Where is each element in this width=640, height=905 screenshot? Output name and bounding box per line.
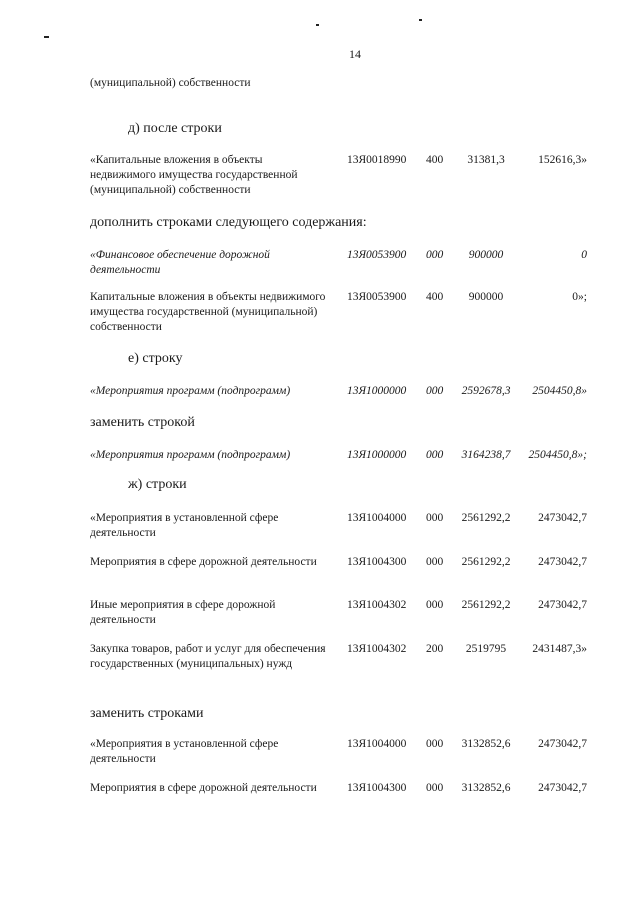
row-code: 13Я0053900 — [347, 249, 407, 261]
row-group: 200 — [426, 643, 444, 655]
row-group: 000 — [426, 512, 444, 524]
row-name: «Мероприятия программ (подпрограмм) — [90, 449, 291, 461]
row-sum-2: 2473042,7 — [538, 512, 587, 524]
row-code: 13Я1004000 — [347, 512, 407, 524]
row-name: «Мероприятия программ (подпрограмм) — [90, 385, 291, 397]
row-code: 13Я1004000 — [347, 738, 407, 750]
heading-add: дополнить строками следующего содержания: — [90, 215, 367, 230]
row-sum-1: 900000 — [468, 249, 504, 261]
row-group: 000 — [426, 599, 444, 611]
heading-replace-one: заменить строкой — [90, 415, 195, 430]
row-group: 000 — [426, 449, 444, 461]
row-sum-1: 2592678,3 — [461, 385, 511, 397]
row-name: Иные мероприятия в сфере дорожной деятельности — [90, 599, 276, 626]
row-name: Закупка товаров, работ и услуг для обеспечения государственных (муниципальных) нужд — [90, 643, 326, 670]
row-group: 400 — [426, 154, 444, 166]
row-sum-2: 2473042,7 — [538, 782, 587, 794]
row-sum-2: 0»; — [572, 291, 587, 303]
scan-speck — [419, 19, 422, 21]
row-sum-2: 152616,3» — [538, 154, 587, 166]
row-code: 13Я1004302 — [347, 643, 407, 655]
row-group: 000 — [426, 782, 444, 794]
row-group: 400 — [426, 291, 444, 303]
row-code: 13Я1004300 — [347, 556, 407, 568]
row-name: «Мероприятия в установленной сфере деятельности — [90, 512, 279, 539]
row-code: 13Я1004302 — [347, 599, 407, 611]
row-sum-1: 2561292,2 — [461, 556, 511, 568]
row-sum-2: 2473042,7 — [538, 556, 587, 568]
heading-e: е) строку — [128, 351, 183, 366]
heading-replace-many: заменить строками — [90, 706, 204, 721]
scan-speck — [44, 36, 49, 38]
row-name: Мероприятия в сфере дорожной деятельности — [90, 556, 317, 568]
row-sum-1: 2561292,2 — [461, 512, 511, 524]
row-group: 000 — [426, 556, 444, 568]
row-sum-2: 2431487,3» — [532, 643, 587, 655]
row-sum-2: 2504450,8»; — [528, 449, 587, 461]
row-code: 13Я0053900 — [347, 291, 407, 303]
continuation-text: (муниципальной) собственности — [90, 77, 251, 89]
row-name: Капитальные вложения в объекты недвижимого имущества государственной (муниципальной) собственности — [90, 291, 326, 333]
row-sum-1: 3164238,7 — [461, 449, 511, 461]
row-sum-1: 3132852,6 — [461, 782, 511, 794]
row-code: 13Я1000000 — [347, 449, 407, 461]
row-sum-2: 0 — [581, 249, 587, 261]
row-group: 000 — [426, 385, 444, 397]
heading-d: д) после строки — [128, 121, 222, 136]
row-sum-1: 900000 — [468, 291, 504, 303]
row-sum-2: 2473042,7 — [538, 599, 587, 611]
row-name: Мероприятия в сфере дорожной деятельности — [90, 782, 317, 794]
row-name: «Финансовое обеспечение дорожной деятельности — [90, 249, 270, 276]
row-sum-1: 2519795 — [465, 643, 507, 655]
row-group: 000 — [426, 738, 444, 750]
row-code: 13Я1000000 — [347, 385, 407, 397]
row-name: «Капитальные вложения в объекты недвижимого имущества государственной (муниципальной) собственности — [90, 154, 298, 196]
page-number: 14 — [349, 47, 361, 61]
heading-zh: ж) строки — [128, 477, 187, 492]
row-sum-2: 2473042,7 — [538, 738, 587, 750]
row-group: 000 — [426, 249, 444, 261]
row-code: 13Я0018990 — [347, 154, 407, 166]
row-code: 13Я1004300 — [347, 782, 407, 794]
row-name: «Мероприятия в установленной сфере деятельности — [90, 738, 279, 765]
row-sum-1: 3132852,6 — [461, 738, 511, 750]
scan-speck — [316, 24, 319, 26]
row-sum-1: 2561292,2 — [461, 599, 511, 611]
row-sum-2: 2504450,8» — [532, 385, 587, 397]
row-sum-1: 31381,3 — [467, 154, 505, 166]
